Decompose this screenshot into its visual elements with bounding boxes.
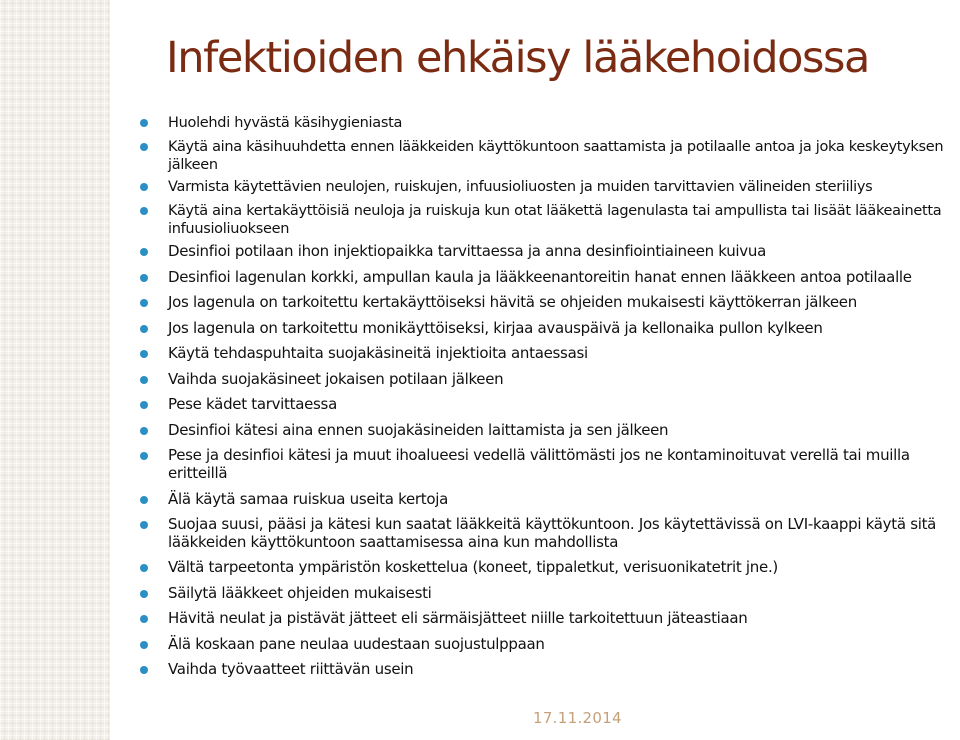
bullet-text: Hävitä neulat ja pistävät jätteet eli särmäisjätteet niille tarkoitettuun jäteastiaan bbox=[168, 609, 748, 627]
bullet-dot-icon bbox=[140, 183, 148, 191]
bullet-item bbox=[140, 609, 960, 627]
bullet-dot-icon bbox=[140, 452, 148, 460]
bullet-text: Käytä aina käsihuuhdetta ennen lääkkeiden käyttökuntoon saattamista ja potilaalle antoa ja joka keskeytyksen jälkeen bbox=[168, 139, 944, 173]
bullet-item bbox=[140, 446, 960, 482]
bullet-text: Vaihda työvaatteet riittävän usein bbox=[168, 660, 414, 678]
bullet-dot-icon bbox=[140, 427, 148, 435]
bullet-text: Vaihda suojakäsineet jokaisen potilaan jälkeen bbox=[168, 369, 504, 388]
bullet-item bbox=[140, 395, 960, 413]
bullet-item bbox=[140, 138, 960, 174]
bullet-item bbox=[140, 202, 960, 238]
bullet-item bbox=[140, 660, 960, 678]
bullet-item bbox=[140, 635, 960, 653]
bullet-text: Huolehdi hyvästä käsihygieniasta bbox=[168, 115, 403, 131]
bullet-text: Käytä aina kertakäyttöisiä neuloja ja ruiskuja kun otat lääkettä lagenulasta tai ampullista tai lisäät lääkeainetta infuusioliuokseen bbox=[168, 203, 942, 237]
bullet-dot-icon bbox=[140, 641, 148, 649]
bullet-dot-icon bbox=[140, 521, 148, 529]
bullet-dot-icon bbox=[140, 207, 148, 215]
bullet-dot-icon bbox=[140, 376, 148, 384]
bullet-item bbox=[140, 558, 960, 576]
bullet-dot-icon bbox=[140, 615, 148, 623]
bullet-dot-icon bbox=[140, 496, 148, 504]
bullet-item bbox=[140, 421, 960, 439]
bullet-item bbox=[140, 344, 960, 362]
bullet-text: Säilytä lääkkeet ohjeiden mukaisesti bbox=[168, 583, 432, 602]
bullet-dot-icon bbox=[140, 274, 148, 282]
bullet-item bbox=[140, 178, 960, 196]
bullet-list bbox=[140, 114, 960, 686]
bullet-item bbox=[140, 114, 960, 132]
bullet-item bbox=[140, 293, 960, 311]
bullet-text: Desinfioi potilaan ihon injektiopaikka tarvittaessa ja anna desinfiointiaineen kuivua bbox=[168, 242, 766, 260]
bullet-dot-icon bbox=[140, 564, 148, 572]
bullet-item bbox=[140, 268, 960, 286]
bullet-dot-icon bbox=[140, 119, 148, 127]
decorative-side-strip bbox=[0, 0, 110, 740]
bullet-dot-icon bbox=[140, 143, 148, 151]
bullet-text: Jos lagenula on tarkoitettu kertakäyttöiseksi hävitä se ohjeiden mukaisesti käyttökerran jälkeen bbox=[168, 293, 857, 311]
bullet-text: Desinfioi lagenulan korkki, ampullan kaula ja lääkkeenantoreitin hanat ennen lääkkeen antoa potilaalle bbox=[168, 267, 912, 286]
footer-date: 17.11.2014 bbox=[533, 709, 622, 727]
bullet-dot-icon bbox=[140, 325, 148, 333]
bullet-item bbox=[140, 515, 960, 551]
bullet-item bbox=[140, 370, 960, 388]
bullet-item bbox=[140, 584, 960, 602]
bullet-dot-icon bbox=[140, 666, 148, 674]
bullet-text: Suojaa suusi, pääsi ja kätesi kun saatat lääkkeitä käyttökuntoon. Jos käytettävissä on LVI-kaappi käytä sitä lääkkeiden käyttökuntoon saattamisessa aina kun mahdollista bbox=[168, 515, 937, 551]
bullet-item bbox=[140, 490, 960, 508]
bullet-text: Varmista käytettävien neulojen, ruiskujen, infuusioliuosten ja muiden tarvittavien välineiden steriiliys bbox=[168, 179, 873, 195]
bullet-text: Älä koskaan pane neulaa uudestaan suojustulppaan bbox=[168, 634, 545, 653]
bullet-dot-icon bbox=[140, 401, 148, 409]
slide-title: Infektioiden ehkäisy lääkehoidossa bbox=[166, 33, 869, 83]
bullet-text: Vältä tarpeetonta ympäristön koskettelua (koneet, tippaletkut, verisuonikatetrit jne.) bbox=[168, 558, 778, 576]
bullet-item bbox=[140, 319, 960, 337]
bullet-dot-icon bbox=[140, 350, 148, 358]
bullet-text: Älä käytä samaa ruiskua useita kertoja bbox=[168, 489, 448, 508]
bullet-item bbox=[140, 242, 960, 260]
bullet-text: Pese ja desinfioi kätesi ja muut ihoalueesi vedellä välittömästi jos ne kontaminoituvat verellä tai muilla eritteillä bbox=[168, 446, 910, 482]
bullet-text: Jos lagenula on tarkoitettu monikäyttöiseksi, kirjaa avauspäivä ja kellonaika pullon kylkeen bbox=[168, 318, 823, 337]
bullet-dot-icon bbox=[140, 590, 148, 598]
bullet-text: Desinfioi kätesi aina ennen suojakäsineiden laittamista ja sen jälkeen bbox=[168, 420, 669, 439]
bullet-dot-icon bbox=[140, 248, 148, 256]
bullet-text: Pese kädet tarvittaessa bbox=[168, 395, 337, 413]
bullet-text: Käytä tehdaspuhtaita suojakäsineitä injektioita antaessasi bbox=[168, 344, 588, 362]
bullet-dot-icon bbox=[140, 299, 148, 307]
